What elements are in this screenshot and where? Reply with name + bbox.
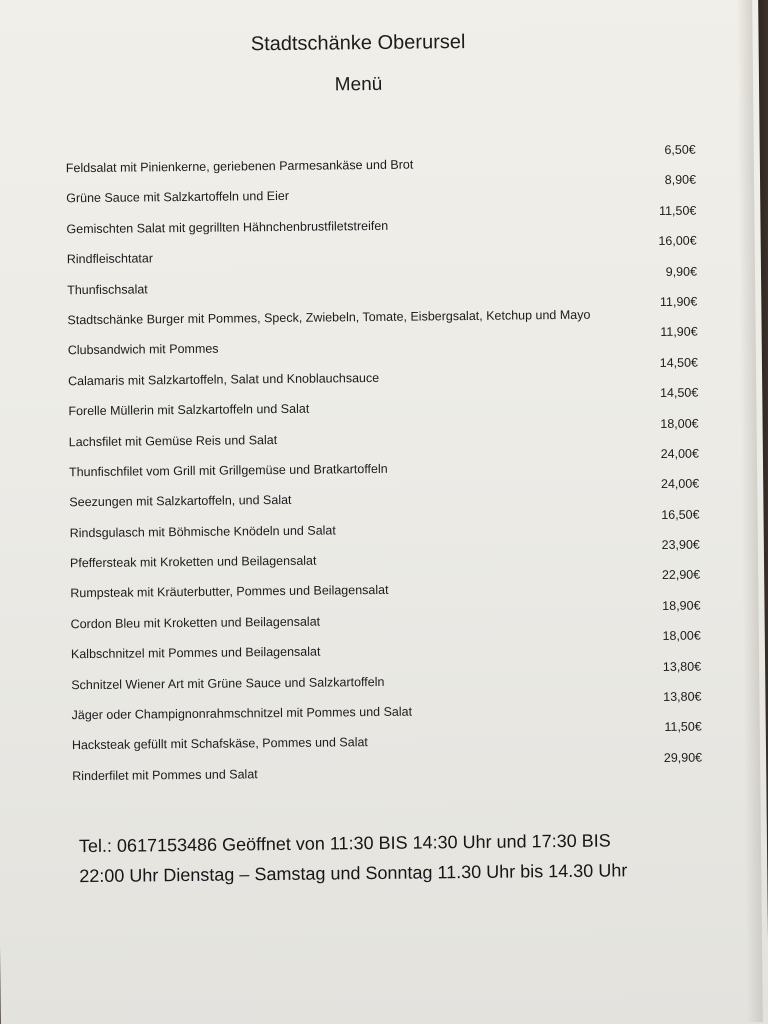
- item-name: Schnitzel Wiener Art mit Grüne Sauce und Salzkartoffeln: [71, 674, 385, 692]
- menu-list: [66, 143, 703, 788]
- item-price: 24,00€: [660, 476, 700, 492]
- item-name: Gemischten Salat mit gegrillten Hähnchenbrustfiletstreifen: [66, 218, 389, 236]
- item-name: Rinderfilet mit Pommes und Salat: [72, 767, 258, 783]
- item-price: 9,90€: [665, 264, 698, 279]
- opening-hours-line: 22:00 Uhr Dienstag – Samstag und Sonntag 11.30 Uhr bis 14.30 Uhr: [79, 860, 628, 887]
- menu-heading: Menü: [334, 73, 383, 96]
- item-price: 18,90€: [662, 598, 701, 613]
- item-price: 29,90€: [663, 750, 703, 765]
- restaurant-title: Stadtschänke Oberursel: [250, 31, 466, 56]
- item-name: Jäger oder Champignonrahmschnitzel mit Pommes und Salat: [71, 704, 413, 723]
- item-price: 11,50€: [658, 203, 697, 218]
- item-name: Seezungen mit Salzkartoffeln, und Salat: [69, 493, 292, 510]
- contact-line: Tel.: 0617153486 Geöffnet von 11:30 BIS 14:30 Uhr und 17:30 BIS: [78, 830, 611, 857]
- item-name: Calamaris mit Salzkartoffeln, Salat und Knoblauchsauce: [68, 370, 380, 388]
- contact-hours: [79, 824, 720, 891]
- item-price: 22,90€: [661, 568, 701, 583]
- item-price: 16,00€: [658, 233, 697, 249]
- item-name: Feldsalat mit Pinienkerne, geriebenen Parmesankäse und Brot: [65, 157, 414, 176]
- item-name: Rumpsteak mit Kräuterbutter, Pommes und Beilagensalat: [70, 583, 389, 601]
- menu-item: [72, 750, 702, 787]
- item-price: 8,90€: [664, 173, 697, 188]
- item-price: 16,50€: [661, 507, 700, 522]
- item-name: Thunfischsalat: [67, 281, 148, 297]
- item-price: 11,90€: [660, 324, 698, 340]
- item-price: 13,80€: [662, 659, 702, 674]
- item-name: Stadtschänke Burger mit Pommes, Speck, Zwiebeln, Tomate, Eisbergsalat, Ketchup und Mayo: [67, 307, 591, 328]
- item-name: Pfeffersteak mit Kroketten und Beilagensalat: [69, 553, 317, 571]
- item-name: Cordon Bleu mit Kroketten und Beilagensalat: [70, 614, 321, 632]
- item-name: Hacksteak gefüllt mit Schafskäse, Pommes und Salat: [71, 735, 368, 753]
- item-name: Forelle Müllerin mit Salzkartoffeln und Salat: [68, 401, 310, 419]
- item-price: 6,50€: [664, 142, 696, 157]
- item-price: 13,80€: [663, 689, 702, 705]
- item-price: 14,50€: [659, 385, 699, 401]
- item-price: 14,50€: [659, 355, 699, 370]
- paper-edge: [736, 0, 763, 1022]
- item-name: Rindfleischtatar: [66, 251, 154, 267]
- item-name: Lachsfilet mit Gemüse Reis und Salat: [68, 432, 278, 449]
- item-name: Kalbschnitzel mit Pommes und Beilagensalat: [70, 644, 321, 662]
- item-name: Rindsgulasch mit Böhmische Knödeln und Salat: [69, 523, 336, 540]
- item-name: Clubsandwich mit Pommes: [67, 341, 219, 358]
- item-price: 18,00€: [662, 628, 701, 644]
- item-price: 23,90€: [661, 537, 700, 553]
- item-price: 24,00€: [660, 446, 699, 461]
- item-price: 11,50€: [664, 720, 702, 735]
- item-price: 18,00€: [660, 416, 699, 431]
- item-name: Thunfischfilet vom Grill mit Grillgemüse und Bratkartoffeln: [68, 461, 388, 480]
- item-name: Grüne Sauce mit Salzkartoffeln und Eier: [66, 189, 290, 206]
- item-price: 11,90€: [659, 294, 698, 309]
